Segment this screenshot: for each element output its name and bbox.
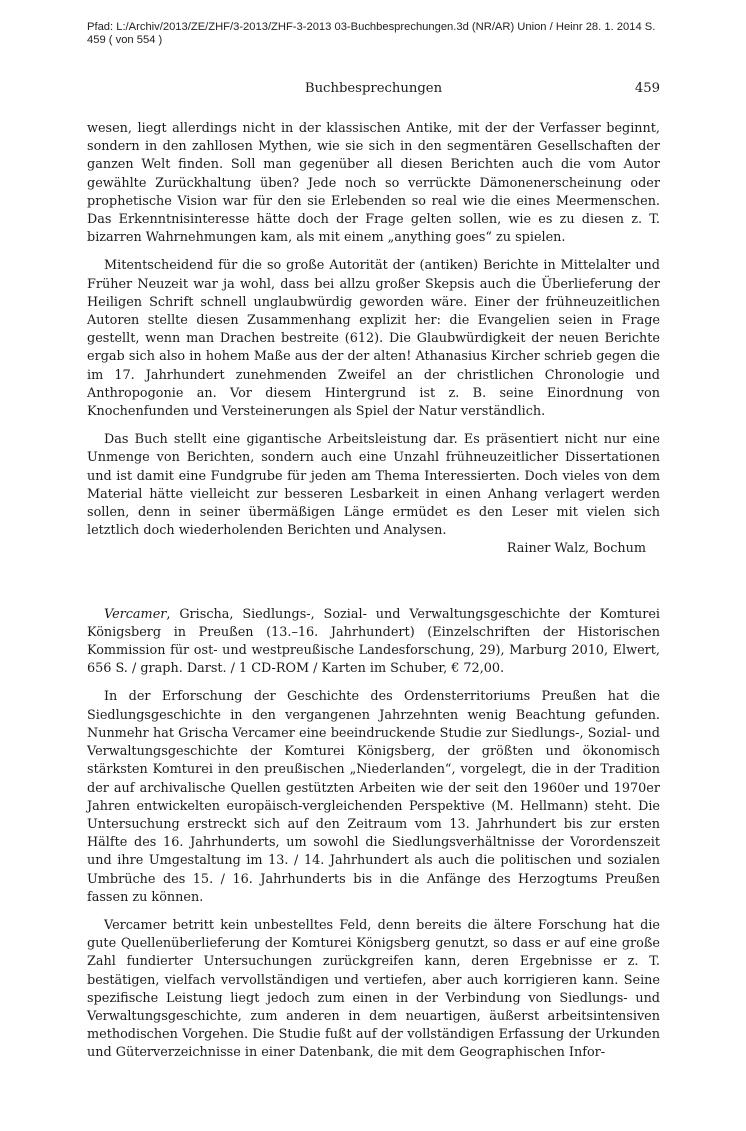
review1-paragraph-1: wesen, liegt allerdings nicht in der klassischen Antike, mit der der Verfasser beginnt, sondern in den zahllosen Mythen, wie sie sich in den segmentären Gesellschaften der ganzen Welt finden. Soll man gegenüber all diesen Berichten auch die vom Autor gewählte Zurückhaltung üben? Jede noch so verrückte Dämonenerscheinung oder prophetische Vision war für den sie Erlebenden so real wie die eines Meermenschen. Das Erkenntnisinteresse hätte doch der Frage gelten sollen, wie es zu diesen z. T. bizarren Wahrnehmungen kam, als mit einem „anything goes“ zu spielen. xyxy=(87,121,660,246)
book-author: Vercamer xyxy=(104,606,167,622)
page-body xyxy=(87,120,660,1063)
review2-paragraph-1: In der Erforschung der Geschichte des Ordensterritoriums Preußen hat die Siedlungsgeschichte in den vergangenen Jahrzehnten wenig Beachtung gefunden. Nunmehr hat Grischa Vercamer eine beeindruckende Studie zur Siedlungs-, Sozial- und Verwaltungsgeschichte der Komturei Königsberg, der größten und ökonomisch stärksten Komturei in den preußischen „Niederlanden“, vorgelegt, die in der Tradition der auf archivalische Quellen gestützten Arbeiten wie der seit den 1960er und 1970er Jahren entwickelten europäisch-vergleichenden Perspektive (M. Hellmann) steht. Die Untersuchung erstreckt sich auf den Zeitraum vom 13. Jahrhundert bis zur ersten Hälfte des 16. Jahrhunderts, um sowohl die Siedlungsverhältnisse der Vorordenszeit und ihre Umgestaltung im 13. / 14. Jahrhundert als auch die politischen und sozialen Umbrüche des 15. / 16. Jahrhunderts bis in die Anfänge des Herzogtums Preußen fassen zu können. xyxy=(87,689,660,905)
reviewer-signature: Rainer Walz, Bochum xyxy=(506,541,646,557)
file-path-line: Pfad: L:/Archiv/2013/ZE/ZHF/3-2013/ZHF-3-2013 03-Buchbesprechungen.3d (NR/AR) Union / Heinr 28. 1. 2014 S. 459 ( von 554 ) xyxy=(87,21,656,46)
book-citation-details: , Grischa, Siedlungs-, Sozial- und Verwaltungsgeschichte der Komturei Königsberg in Preußen (13.–16. Jahrhundert) (Einzelschriften der Historischen Kommission für ost- und westpreußische Landesforschung, 29), Marburg 2010, Elwert, 656 S. / graph. Darst. / 1 CD-ROM / Karten im Schuber, € 72,00. xyxy=(87,606,660,677)
running-head-title: Buchbesprechungen xyxy=(304,81,443,96)
page-number: 459 xyxy=(634,81,660,96)
review1-paragraph-3: Das Buch stellt eine gigantische Arbeitsleistung dar. Es präsentiert nicht nur eine Unmenge von Berichten, sondern auch eine Unzahl frühneuzeitlicher Dissertationen und ist damit eine Fundgrube für jeden am Thema Interessierten. Doch vieles von dem Material hätte vielleicht zur besseren Lesbarkeit in einen Anhang verlagert werden sollen, denn in seiner übermäßigen Länge ermüdet es den Leser mit vielen sich letztlich doch wiederholenden Berichten und Analysen. xyxy=(87,432,660,539)
book-citation xyxy=(87,606,660,679)
review2-paragraph-2: Vercamer betritt kein unbestelltes Feld, denn bereits die ältere Forschung hat die gute Quellenüberlieferung der Komturei Königsberg genutzt, so dass er auf eine große Zahl fundierter Untersuchungen zurückgreifen kann, deren Ergebnisse er z. T. bestätigen, vielfach vervollständigen und vertiefen, aber auch korrigieren kann. Seine spezifische Leistung liegt jedoch zum einen in der Verbindung von Siedlungs- und Verwaltungsgeschichte, zum anderen in dem neuartigen, äußerst arbeitsintensiven methodischen Vorgehen. Die Studie fußt auf der vollständigen Erfassung der Urkunden und Güterverzeichnisse in einer Datenbank, die mit dem Geographischen Infor- xyxy=(87,917,660,1061)
review1-paragraph-2: Mitentscheidend für die so große Autorität der (antiken) Berichte in Mittelalter und Früher Neuzeit war ja wohl, dass bei allzu großer Skepsis auch die Überlieferung der Heiligen Schrift schnell unglaubwürdig geworden wäre. Einer der frühneuzeitlichen Autoren stellte diesen Zusammenhang explizit her: die Evangelien seien in Frage gestellt, wenn man Drachen bestreite (612). Die Glaubwürdigkeit der neuen Berichte ergab sich also in hohem Maße aus der der alten! Athanasius Kircher schrieb gegen die im 17. Jahrhundert zunehmenden Zweifel an der christlichen Chronologie und Anthropogonie an. Vor diesem Hintergrund ist z. B. seine Einordnung von Knochenfunden und Versteinerungen als Spiel der Natur verständlich. xyxy=(87,258,660,420)
running-head xyxy=(87,81,660,101)
